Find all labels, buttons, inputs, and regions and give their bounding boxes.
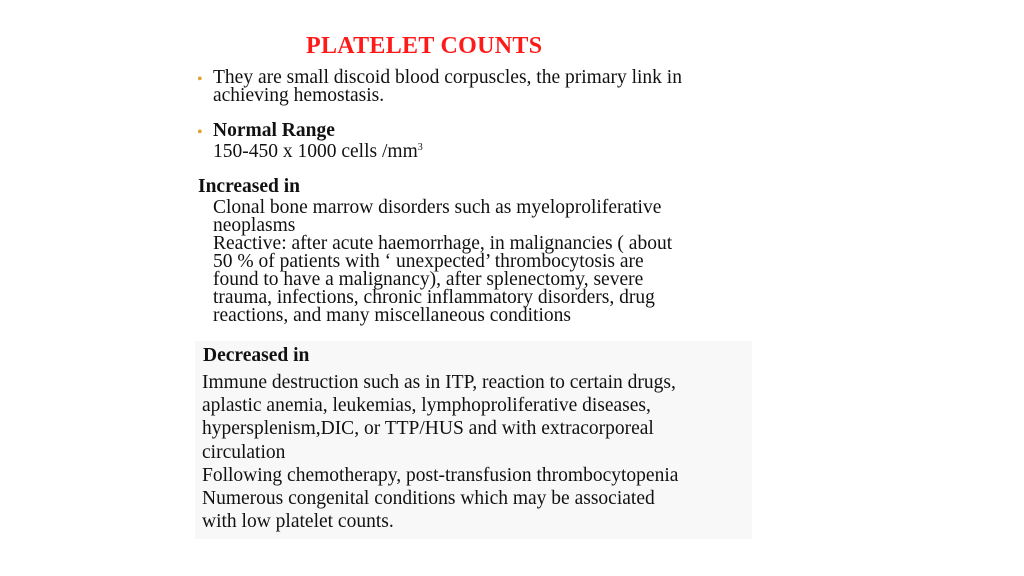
normal-range-heading: Normal Range xyxy=(213,120,335,141)
decreased-line: Following chemotherapy, post-transfusion thrombocytopenia xyxy=(202,464,679,486)
normal-range-value-text: 150-450 x 1000 cells /mm xyxy=(213,141,418,162)
increased-line: reactions, and many miscellaneous conditions xyxy=(213,305,571,326)
increased-line: found to have a malignancy), after splenectomy, severe xyxy=(213,269,644,290)
decreased-line: circulation xyxy=(202,441,286,463)
bullet-icon: • xyxy=(197,71,203,88)
increased-line: trauma, infections, chronic inflammatory disorders, drug xyxy=(213,287,655,308)
normal-range-value xyxy=(213,143,423,161)
slide-title: PLATELET COUNTS xyxy=(306,33,543,59)
increased-body xyxy=(213,199,672,325)
increased-line: 50 % of patients with ‘ unexpected’ thrombocytosis are xyxy=(213,251,644,272)
increased-line: neoplasms xyxy=(213,215,296,236)
normal-range-superscript: 3 xyxy=(417,142,423,153)
decreased-line: aplastic anemia, leukemias, lymphoproliferative diseases, xyxy=(202,395,651,417)
decreased-body xyxy=(202,371,678,533)
bullet-icon: • xyxy=(197,124,203,141)
decreased-heading: Decreased in xyxy=(203,345,310,366)
increased-line: Clonal bone marrow disorders such as myeloproliferative xyxy=(213,197,662,218)
decreased-line: Numerous congenital conditions which may be associated xyxy=(202,488,655,510)
decreased-line: Immune destruction such as in ITP, reaction to certain drugs, xyxy=(202,372,676,393)
intro-text xyxy=(213,69,682,105)
intro-line: They are small discoid blood corpuscles, the primary link in xyxy=(213,67,682,88)
increased-heading: Increased in xyxy=(198,176,301,197)
increased-line: Reactive: after acute haemorrhage, in malignancies ( about xyxy=(213,233,673,254)
decreased-line: hypersplenism,DIC, or TTP/HUS and with extracorporeal xyxy=(202,418,654,440)
intro-line: achieving hemostasis. xyxy=(213,85,385,106)
decreased-line: with low platelet counts. xyxy=(202,511,394,533)
